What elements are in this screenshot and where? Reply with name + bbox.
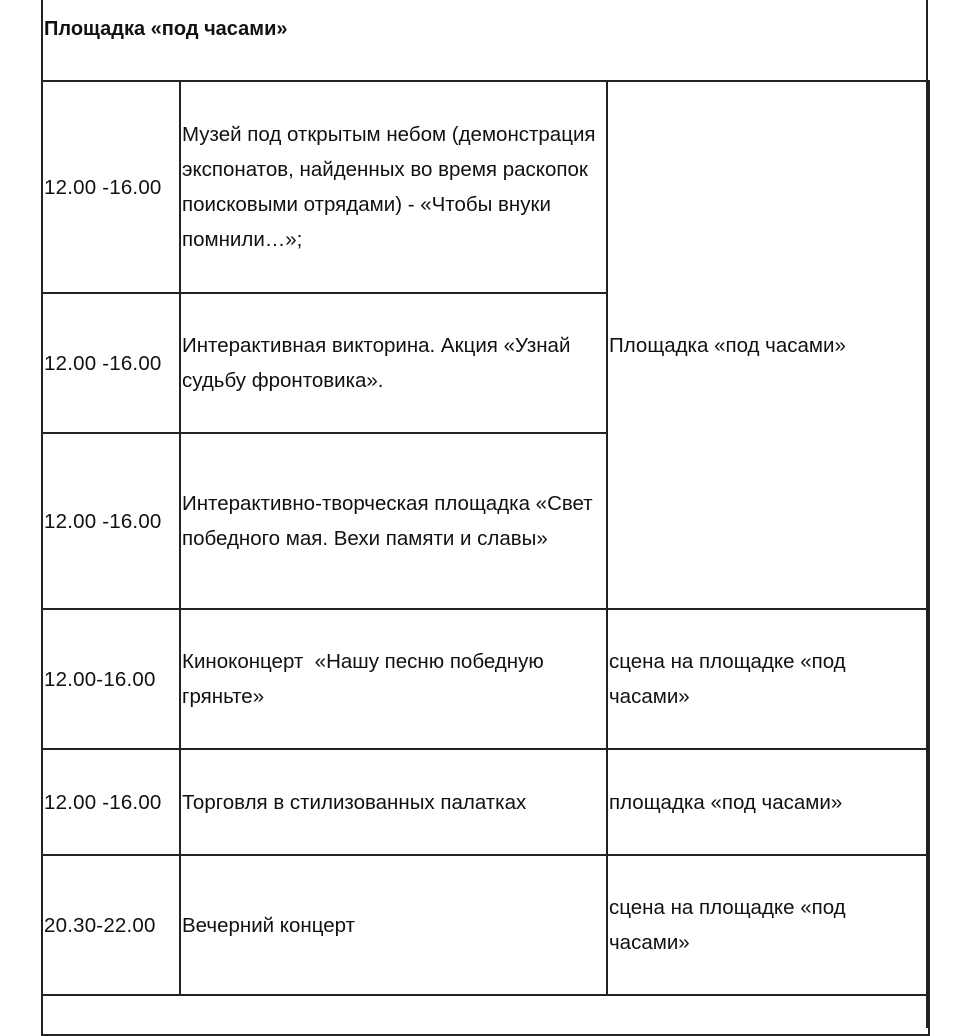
time-cell: 12.00 -16.00 [42,749,180,855]
time-cell: 20.30-22.00 [42,855,180,995]
place-cell-merged: Площадка «под часами» [607,81,929,609]
table-row [42,81,929,293]
event-cell: Интерактивная викторина. Акция «Узнай судьбу фронтовика». [180,293,607,433]
event-cell: Музей под открытым небом (демонстрация экспонатов, найденных во время раскопок поисковыми отрядами) - «Чтобы внуки помнили…»; [180,81,607,293]
place-cell: сцена на площадке «под часами» [607,609,929,749]
time-cell: 12.00 -16.00 [42,81,180,293]
table-row [42,749,929,855]
time-cell: 12.00 -16.00 [42,293,180,433]
schedule-table-wrapper [41,80,928,1036]
place-cell: площадка «под часами» [607,749,929,855]
place-cell: сцена на площадке «под часами» [607,855,929,995]
table-row-empty [42,995,929,1035]
schedule-table [41,80,930,1036]
empty-cell [42,995,929,1035]
time-cell: 12.00 -16.00 [42,433,180,609]
event-cell: Вечерний концерт [180,855,607,995]
event-cell: Торговля в стилизованных палатках [180,749,607,855]
table-row [42,609,929,749]
section-title: Площадка «под часами» [44,18,288,40]
table-row [42,855,929,995]
event-cell: Киноконцерт «Нашу песню победную гряньте» [180,609,607,749]
time-cell: 12.00-16.00 [42,609,180,749]
event-cell: Интерактивно-творческая площадка «Свет победного мая. Вехи памяти и славы» [180,433,607,609]
